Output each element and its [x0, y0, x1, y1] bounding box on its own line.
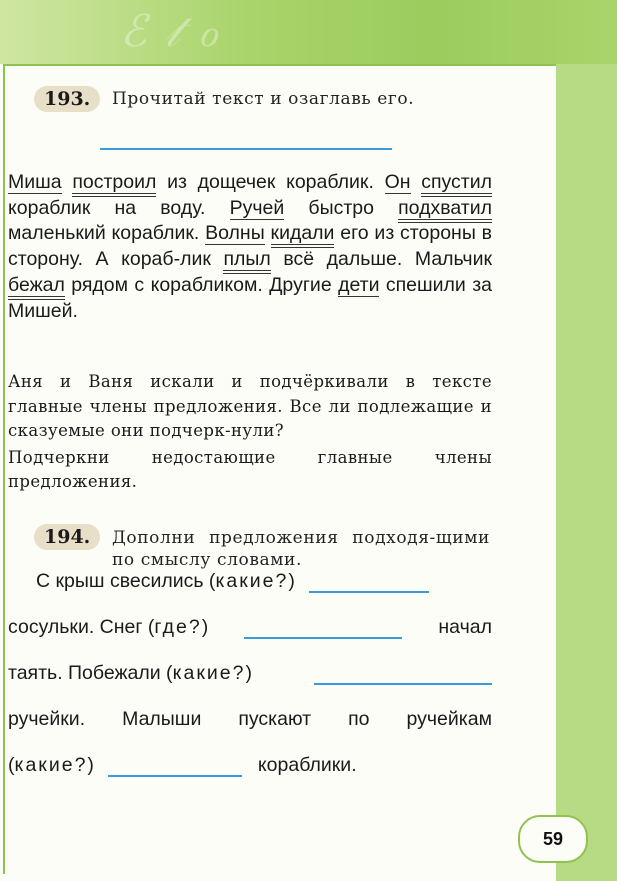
fill-line: [8, 708, 492, 754]
fill-fragment: кораблики.: [257, 754, 357, 776]
exercise-194-number: 194.: [34, 524, 100, 550]
word-subject: Миша: [8, 171, 62, 193]
story-fragment: всё дальше. Мальчик: [270, 248, 492, 271]
fill-fragment: пускают: [238, 708, 312, 730]
word-subject: дети: [338, 273, 380, 296]
fill-fragment: сосульки. Снег (: [8, 616, 155, 638]
fill-fragment: Малыши: [122, 708, 202, 730]
word-predicate: плыл: [223, 248, 270, 274]
side-band: [556, 64, 617, 881]
answer-blank[interactable]: [309, 591, 429, 593]
fill-fragment: ручейкам: [406, 708, 492, 730]
fill-fragment: ручейки.: [8, 708, 86, 730]
task-paragraph: Аня и Ваня искали и подчёркивали в тексте главные члены предложения. Все ли подлежащие и сказуемые они подчерк-нули?: [8, 372, 492, 440]
question-word: какие?: [215, 570, 289, 592]
header-band: [0, 0, 617, 64]
story-fragment: из дощечек кораблик.: [156, 171, 374, 193]
story-fragment: маленький кораблик.: [8, 222, 206, 245]
fill-fragment: ): [288, 570, 295, 592]
top-rule: [3, 64, 556, 66]
decorative-letters: ℰ𝓉ℴ: [120, 6, 236, 57]
fill-fragment: ): [201, 616, 209, 638]
answer-blank[interactable]: [108, 775, 242, 777]
fill-fragment: (: [8, 754, 15, 776]
story-fragment: быстро: [284, 196, 399, 219]
fill-fragment: ): [245, 662, 252, 684]
fill-line: [8, 616, 492, 662]
page-number: 59: [518, 815, 588, 863]
question-word: какие?: [172, 662, 246, 684]
left-rule: [3, 64, 5, 874]
task-text: [8, 370, 492, 495]
word-predicate: кидали: [271, 222, 335, 248]
fill-fragment: по: [348, 708, 370, 730]
word-subject: Ручей: [229, 196, 285, 219]
question-word: какие?: [14, 754, 88, 776]
answer-blank[interactable]: [244, 637, 402, 639]
fill-fragment: С крыш свесились (: [36, 570, 216, 592]
exercise-193-number: 193.: [34, 86, 100, 112]
title-answer-line[interactable]: [100, 148, 392, 150]
fill-line: [8, 754, 492, 800]
story-fragment: его из стороны в сторону. А кораб-лик: [8, 222, 492, 271]
story-text: [8, 170, 492, 324]
story-fragment: рядом с корабликом. Другие: [64, 273, 339, 296]
story-fragment: кораблик на воду.: [8, 196, 230, 219]
word-predicate: подхватил: [398, 197, 492, 223]
word-predicate: построил: [72, 171, 156, 197]
exercise-193-instruction: Прочитай текст и озаглавь его.: [112, 89, 415, 109]
fill-line: [8, 570, 492, 616]
word-predicate: спустил: [421, 171, 492, 197]
question-word: где?: [154, 616, 202, 638]
story-fragment: спешили за Мишей.: [8, 273, 492, 322]
task-paragraph: Подчеркни недостающие главные члены предложения.: [8, 447, 492, 491]
fill-fragment: начал: [438, 616, 492, 638]
word-subject: Он: [384, 171, 411, 193]
fill-fragment: ): [87, 754, 94, 776]
exercise-194-instruction: Дополни предложения подходя-щими по смыслу словами.: [112, 528, 490, 570]
word-subject: Волны: [205, 222, 265, 245]
fill-line: [8, 662, 492, 708]
fill-fragment: таять. Побежали (: [8, 662, 173, 684]
fill-in-sentences: [8, 570, 492, 800]
word-predicate: бежал: [8, 274, 65, 300]
answer-blank[interactable]: [314, 683, 492, 685]
